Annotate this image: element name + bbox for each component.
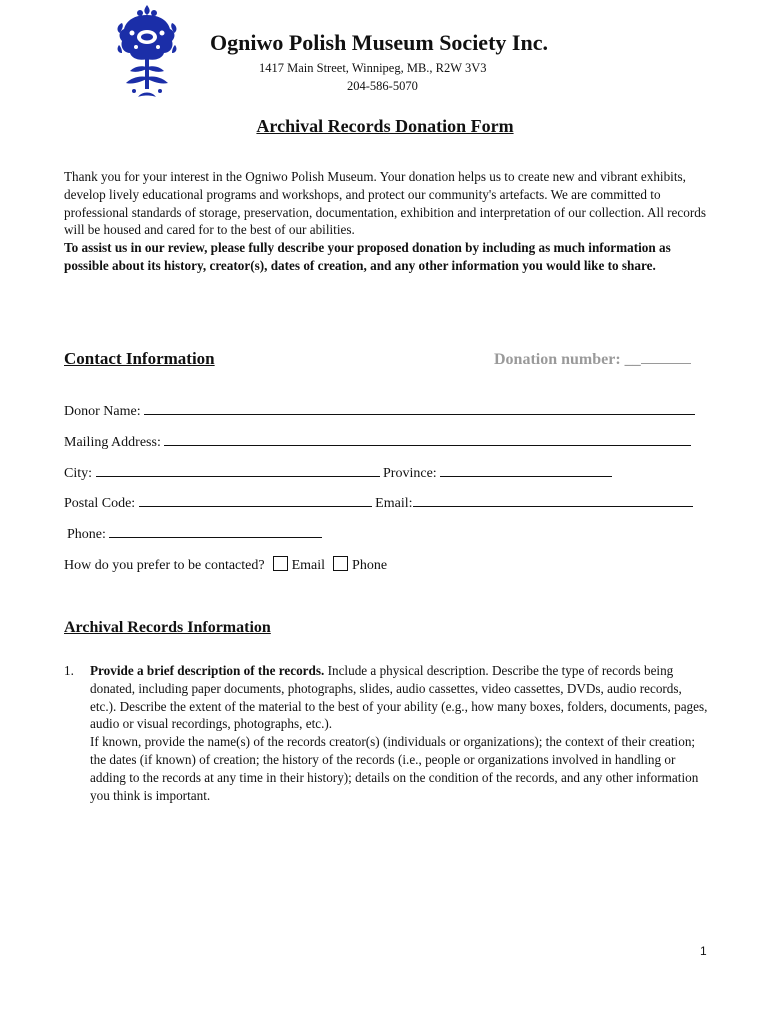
postal-code-field[interactable]: [139, 494, 372, 507]
province-label: Province:: [379, 466, 441, 481]
donation-number-field[interactable]: [494, 351, 691, 369]
province-field[interactable]: [440, 464, 612, 477]
phone-checkbox[interactable]: [333, 556, 348, 571]
item-heading: Provide a brief description of the records.: [90, 663, 325, 678]
organization-name: Ogniwo Polish Museum Society Inc.: [210, 30, 548, 55]
email-option-label: Email: [291, 558, 326, 573]
organization-address: 1417 Main Street, Winnipeg, MB., R2W 3V3: [259, 61, 487, 75]
donor-name-label: Donor Name:: [64, 404, 145, 419]
postal-code-label: Postal Code:: [64, 496, 139, 511]
phone-row: [67, 525, 322, 543]
phone-label: Phone:: [67, 527, 110, 542]
phone-field[interactable]: [109, 525, 322, 538]
city-field[interactable]: [96, 464, 380, 477]
item-text-2: If known, provide the name(s) of the records creator(s) (individuals or organizations); the context of their creation; the dates (if known) of creation; the history of the records (i.e., people or organizations involved in handling or adding to the records at any time in their history); details on the condition of the records, and any other information you think is important.: [90, 734, 699, 803]
email-label: Email:: [371, 496, 413, 511]
contact-section-heading: Contact Information: [64, 349, 215, 368]
item-paragraph-1: [90, 662, 710, 733]
item-text-1: Include a physical description. Describe the type of records being donated, including paper documents, photographs, slides, audio cassettes, video cassettes, DVDs, audio records, etc.). Describe the extent of the material to the best of your ability (e.g., how many boxes, folders, documents, pages, audio or visual recordings, photographs, etc.).: [90, 663, 708, 732]
records-section-heading: Archival Records Information: [64, 619, 271, 636]
item-description: [90, 662, 710, 804]
ornamental-tree-logo-icon: [116, 3, 178, 103]
intro-paragraph: Thank you for your interest in the Ogniwo Polish Museum. Your donation helps us to create new and vibrant exhibits, develop lively educational programs and workshops, and protect our community's artefacts. We are committed to professional standards of storage, preservation, documentation, exhibition and interpretation of our collection. All records will be housed and cared for to the best of our abilities.: [64, 169, 706, 238]
city-label: City:: [64, 466, 96, 481]
email-field[interactable]: [413, 494, 693, 507]
contact-preference-row: [64, 556, 387, 574]
postal-email-row: [64, 494, 693, 512]
item-number: 1.: [64, 663, 74, 678]
contact-preference-label: How do you prefer to be contacted?: [64, 558, 265, 573]
intro-instructions: To assist us in our review, please fully describe your proposed donation by including as much information as possible about its history, creator(s), dates of creation, and any other information you would like to share.: [64, 240, 671, 273]
mailing-address-label: Mailing Address:: [64, 435, 165, 450]
donor-name-row: [64, 402, 695, 420]
organization-phone: 204-586-5070: [347, 79, 418, 93]
page-number: 1: [700, 944, 707, 958]
city-province-row: [64, 464, 612, 482]
phone-option-label: Phone: [352, 558, 388, 573]
mailing-address-field[interactable]: [164, 433, 691, 446]
museum-logo: [116, 3, 178, 103]
donor-name-field[interactable]: [144, 402, 695, 415]
email-checkbox[interactable]: [273, 556, 288, 571]
mailing-address-row: [64, 433, 691, 451]
form-title: Archival Records Donation Form: [256, 116, 514, 136]
donation-number-blank[interactable]: [641, 351, 691, 364]
donation-number-label: Donation number: __: [494, 351, 641, 368]
intro-text: [64, 168, 714, 275]
